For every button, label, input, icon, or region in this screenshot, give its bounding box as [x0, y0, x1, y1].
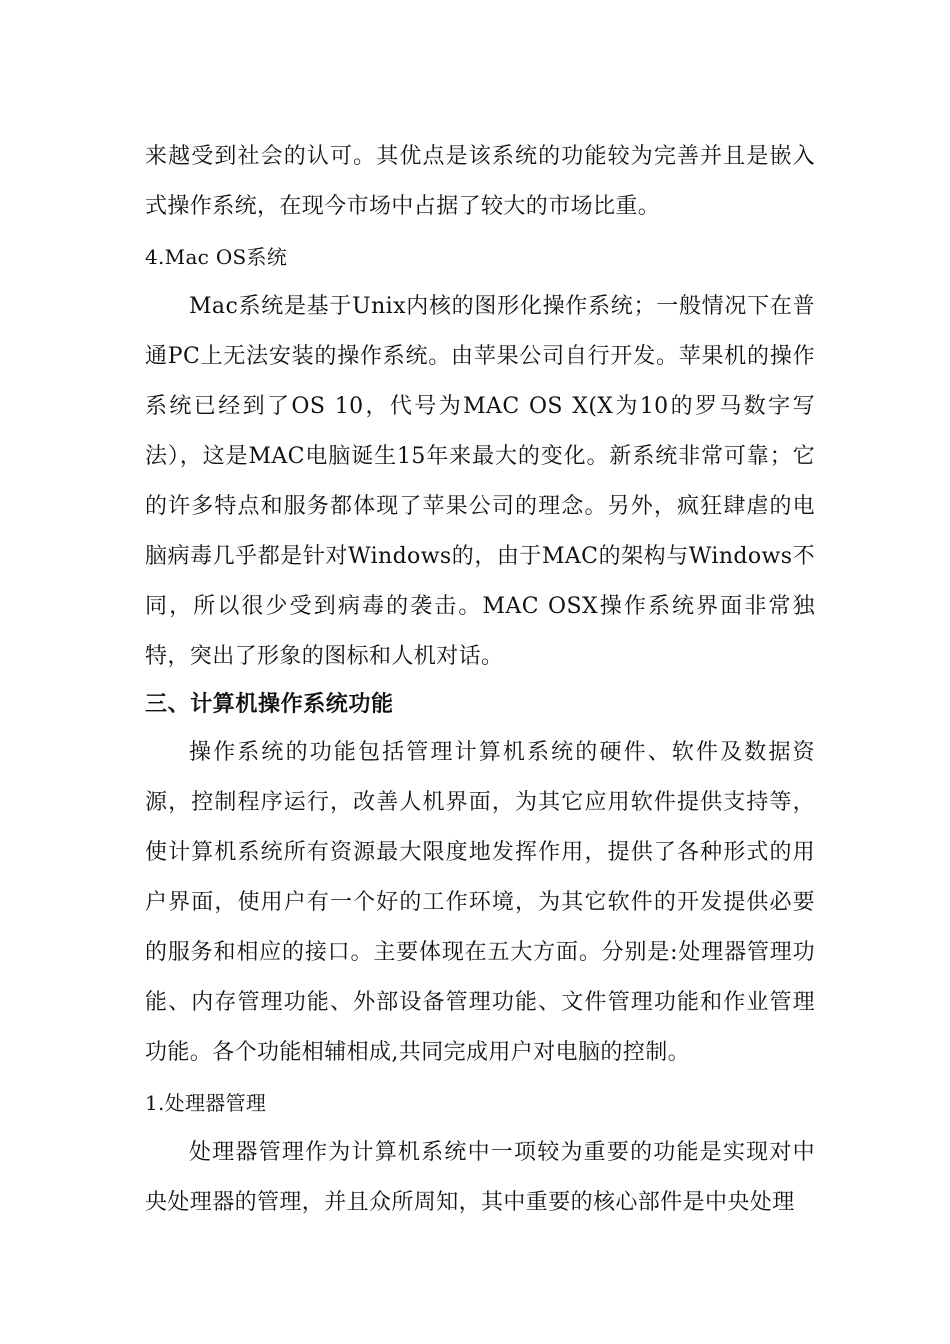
os-functions-paragraph: 操作系统的功能包括管理计算机系统的硬件、软件及数据资源，控制程序运行，改善人机界面，为其它应用软件提供支持等，使计算机系统所有资源最大限度地发挥作用，提供了各种形式的用户界面，使用户有一个好的工作环境，为其它软件的开发提供必要的服务和相应的接口。主要体现在五大方面。分别是:处理器管理功能、内存管理功能、外部设备管理功能、文件管理功能和作业管理功能。各个功能相辅相成,共同完成用户对电脑的控制。 — [145, 740, 815, 1065]
processor-management-heading: 1.处理器管理 — [145, 1091, 267, 1115]
intro-paragraph: 来越受到社会的认可。其优点是该系统的功能较为完善并且是嵌入式操作系统，在现今市场中占据了较大的市场比重。 — [145, 144, 815, 219]
processor-management-paragraph: 处理器管理作为计算机系统中一项较为重要的功能是实现对中央处理器的管理，并且众所周知，其中重要的核心部件是中央处理 — [145, 1140, 815, 1215]
document-body — [145, 132, 815, 1228]
section-heading-os-functions: 三、计算机操作系统功能 — [145, 692, 394, 717]
mac-os-heading: 4.Mac OS系统 — [145, 245, 288, 269]
mac-os-paragraph: Mac系统是基于Unix内核的图形化操作系统；一般情况下在普通PC上无法安装的操作系统。由苹果公司自行开发。苹果机的操作系统已经到了OS 10，代号为MAC OS X(X为10的罗马数字写法），这是MAC电脑诞生15年来最大的变化。新系统非常可靠；它的许多特点和服务都体现了苹果公司的理念。另外，疯狂肆虐的电脑病毒几乎都是针对Windows的，由于MAC的架构与Windows不同，所以很少受到病毒的袭击。MAC OSX操作系统界面非常独特，突出了形象的图标和人机对话。 — [145, 294, 815, 669]
